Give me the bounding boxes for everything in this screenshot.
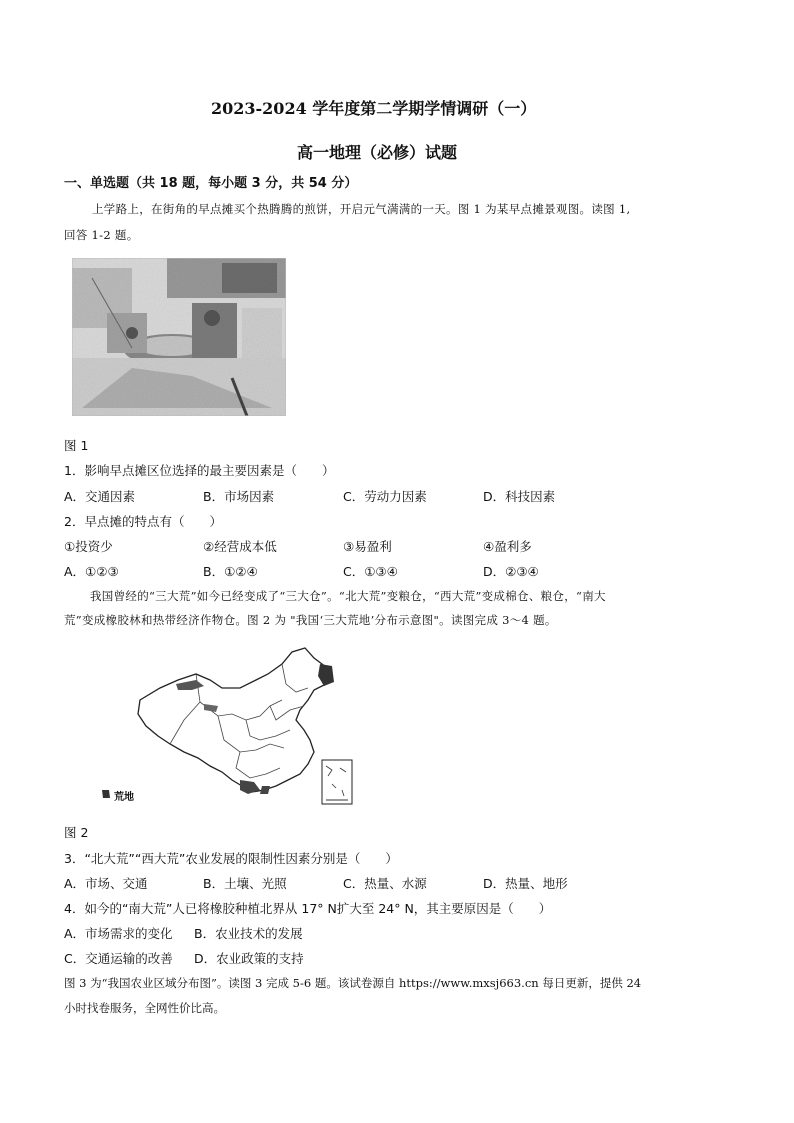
question-3-option-a[interactable]: A．市场、交通 xyxy=(64,876,148,891)
passage-2-line-2: 荒”变成橡胶林和热带经济作物仓。图 2 为 "我国‘三大荒地’分布示意图"。读图完成 3～4 题。 xyxy=(64,613,557,627)
exam-title: 2023-2024 学年度第二学期学情调研（一） xyxy=(211,99,537,118)
question-1-stem: 1．影响早点摊区位选择的最主要因素是（ ） xyxy=(64,463,335,478)
question-3-option-b[interactable]: B．土壤、光照 xyxy=(203,876,287,891)
question-3-stem: 3．“北大荒”“西大荒”农业发展的限制性因素分别是（ ） xyxy=(64,851,398,866)
question-4-option-b[interactable]: B．农业技术的发展 xyxy=(194,926,303,941)
legend-wasteland-swatch xyxy=(102,790,110,798)
question-4-stem: 4．如今的“南大荒”人已将橡胶种植北界从 17° N扩大至 24° N，其主要原因是（ ） xyxy=(64,901,552,916)
question-2-stem: 2．早点摊的特点有（ ） xyxy=(64,514,222,529)
question-4-option-d[interactable]: D．农业政策的支持 xyxy=(194,951,304,966)
figure-1-photo xyxy=(72,258,286,416)
question-4-option-a[interactable]: A．市场需求的变化 xyxy=(64,926,173,941)
question-1-option-b[interactable]: B．市场因素 xyxy=(203,489,275,504)
question-2-option-a[interactable]: A．①②③ xyxy=(64,564,119,579)
china-outline xyxy=(138,648,330,792)
figure-1-caption: 图 1 xyxy=(64,438,89,453)
question-3-option-d[interactable]: D．热量、地形 xyxy=(483,876,568,891)
question-1-option-a[interactable]: A．交通因素 xyxy=(64,489,136,504)
exam-subtitle: 高一地理（必修）试题 xyxy=(297,143,458,162)
question-1-option-c[interactable]: C．劳动力因素 xyxy=(343,489,427,504)
china-wasteland-map xyxy=(100,640,360,812)
passage-2-line-1: 我国曾经的“三大荒”如今已经变成了“三大仓”。“北大荒”变粮仓，“西大荒”变成棉仓、粮仓，“南大 xyxy=(90,589,606,603)
figure-2-caption: 图 2 xyxy=(64,825,89,840)
legend-wasteland-label: 荒地 xyxy=(114,792,134,803)
section-heading: 一、单选题（共 18 题，每小题 3 分，共 54 分） xyxy=(64,176,358,191)
question-2-option-b[interactable]: B．①②④ xyxy=(203,564,258,579)
footer-line-1: 图 3 为“我国农业区域分布图”。读图 3 完成 5-6 题。该试卷源自 https://www.mxsj663.cn 每日更新，提供 24 xyxy=(64,976,642,990)
question-2-item-2: ②经营成本低 xyxy=(203,539,277,554)
question-4-option-c[interactable]: C．交通运输的改善 xyxy=(64,951,173,966)
passage-1-line-2: 回答 1-2 题。 xyxy=(64,228,139,242)
footer-line-2: 小时找卷服务，全网性价比高。 xyxy=(64,1001,225,1015)
question-1-option-d[interactable]: D．科技因素 xyxy=(483,489,556,504)
question-2-option-c[interactable]: C．①③④ xyxy=(343,564,398,579)
question-2-item-4: ④盈利多 xyxy=(483,539,532,554)
figure-2-map xyxy=(100,640,360,812)
question-3-option-c[interactable]: C．热量、水源 xyxy=(343,876,427,891)
question-2-option-d[interactable]: D．②③④ xyxy=(483,564,539,579)
question-2-item-3: ③易盈利 xyxy=(343,539,392,554)
passage-1-line-1: 上学路上，在街角的早点摊买个热腾腾的煎饼，开启元气满满的一天。图 1 为某早点摊景观图。读图 1, xyxy=(92,202,631,216)
breakfast-stall-image xyxy=(72,258,286,416)
question-2-item-1: ①投资少 xyxy=(64,539,113,554)
